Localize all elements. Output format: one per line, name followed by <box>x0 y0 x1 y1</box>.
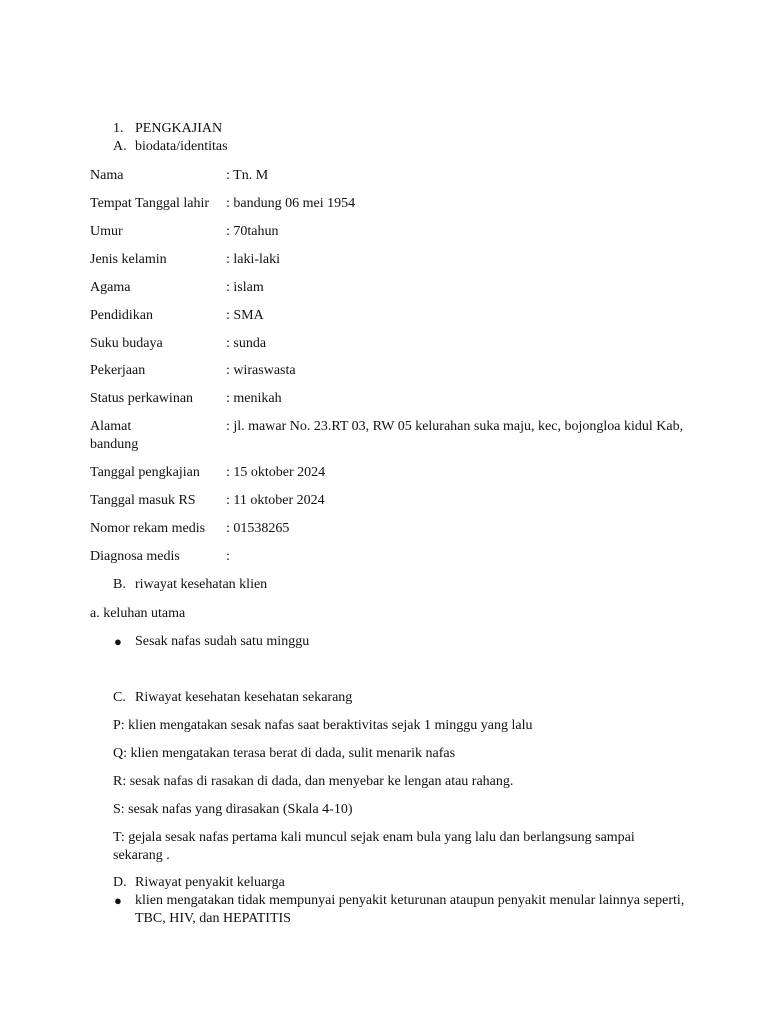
pqrst-t-line2: sekarang . <box>113 848 170 863</box>
biodata-label: Tempat Tanggal lahir <box>90 196 210 211</box>
section-b-letter: B. <box>113 577 126 592</box>
pqrst-p: P: klien mengatakan sesak nafas saat beraktivitas sejak 1 minggu yang lalu <box>113 718 533 733</box>
biodata-label: Diagnosa medis <box>90 549 180 564</box>
biodata-value: : bandung 06 mei 1954 <box>226 196 356 211</box>
section-a-title: biodata/identitas <box>135 139 228 154</box>
biodata-value: : menikah <box>226 391 282 406</box>
biodata-label: Jenis kelamin <box>90 252 167 267</box>
section-a-letter: A. <box>113 139 127 154</box>
biodata-value: : jl. mawar No. 23.RT 03, RW 05 kelurahan suka maju, kec, bojongloa kidul Kab, <box>226 419 684 434</box>
pqrst-q: Q: klien mengatakan terasa berat di dada, sulit menarik nafas <box>113 746 456 761</box>
biodata-label: Suku budaya <box>90 336 163 351</box>
keluarga-line2: TBC, HIV, dan HEPATITIS <box>135 911 291 926</box>
biodata-value: : 70tahun <box>226 224 279 239</box>
biodata-label: Nomor rekam medis <box>90 521 206 536</box>
biodata-label: Pendidikan <box>90 308 153 323</box>
section-d-letter: D. <box>113 875 127 890</box>
biodata-value: : 15 oktober 2024 <box>226 465 326 480</box>
keluhan-title: a. keluhan utama <box>90 606 186 621</box>
biodata-label: Alamat <box>90 419 132 434</box>
biodata-value: : laki-laki <box>226 252 281 267</box>
bullet-icon: ● <box>114 893 122 908</box>
heading-number: 1. <box>113 121 124 136</box>
biodata-value: : SMA <box>226 308 264 323</box>
section-b-title: riwayat kesehatan klien <box>135 577 268 592</box>
bullet-icon: ● <box>114 634 122 649</box>
biodata-label: Nama <box>90 168 124 183</box>
biodata-value: : 11 oktober 2024 <box>226 493 325 508</box>
section-c-letter: C. <box>113 690 126 705</box>
biodata-value: : <box>226 549 230 564</box>
section-d-title: Riwayat penyakit keluarga <box>135 875 285 890</box>
keluhan-bullet: Sesak nafas sudah satu minggu <box>135 634 310 649</box>
keluarga-line1: klien mengatakan tidak mempunyai penyakit keturunan ataupun penyakit menular lainnya seperti, <box>135 893 685 908</box>
biodata-value: : wiraswasta <box>226 363 296 378</box>
pqrst-t-line1: T: gejala sesak nafas pertama kali muncul sejak enam bula yang lalu dan berlangsung sampai <box>113 830 635 845</box>
pqrst-r: R: sesak nafas di rasakan di dada, dan menyebar ke lengan atau rahang. <box>113 774 514 789</box>
pqrst-s: S: sesak nafas yang dirasakan (Skala 4-10) <box>113 802 353 817</box>
biodata-label: Status perkawinan <box>90 391 194 406</box>
biodata-value: : 01538265 <box>226 521 290 536</box>
biodata-label: Umur <box>90 224 123 239</box>
biodata-value: : islam <box>226 280 264 295</box>
biodata-label: Agama <box>90 280 131 295</box>
heading-title: PENGKAJIAN <box>135 121 223 136</box>
biodata-value: : sunda <box>226 336 267 351</box>
biodata-label: Tanggal pengkajian <box>90 465 200 480</box>
biodata-value-continuation: bandung <box>90 437 139 452</box>
section-c-title: Riwayat kesehatan kesehatan sekarang <box>135 690 353 705</box>
biodata-label: Tanggal masuk RS <box>90 493 196 508</box>
biodata-value: : Tn. M <box>226 168 269 183</box>
biodata-label: Pekerjaan <box>90 363 146 378</box>
